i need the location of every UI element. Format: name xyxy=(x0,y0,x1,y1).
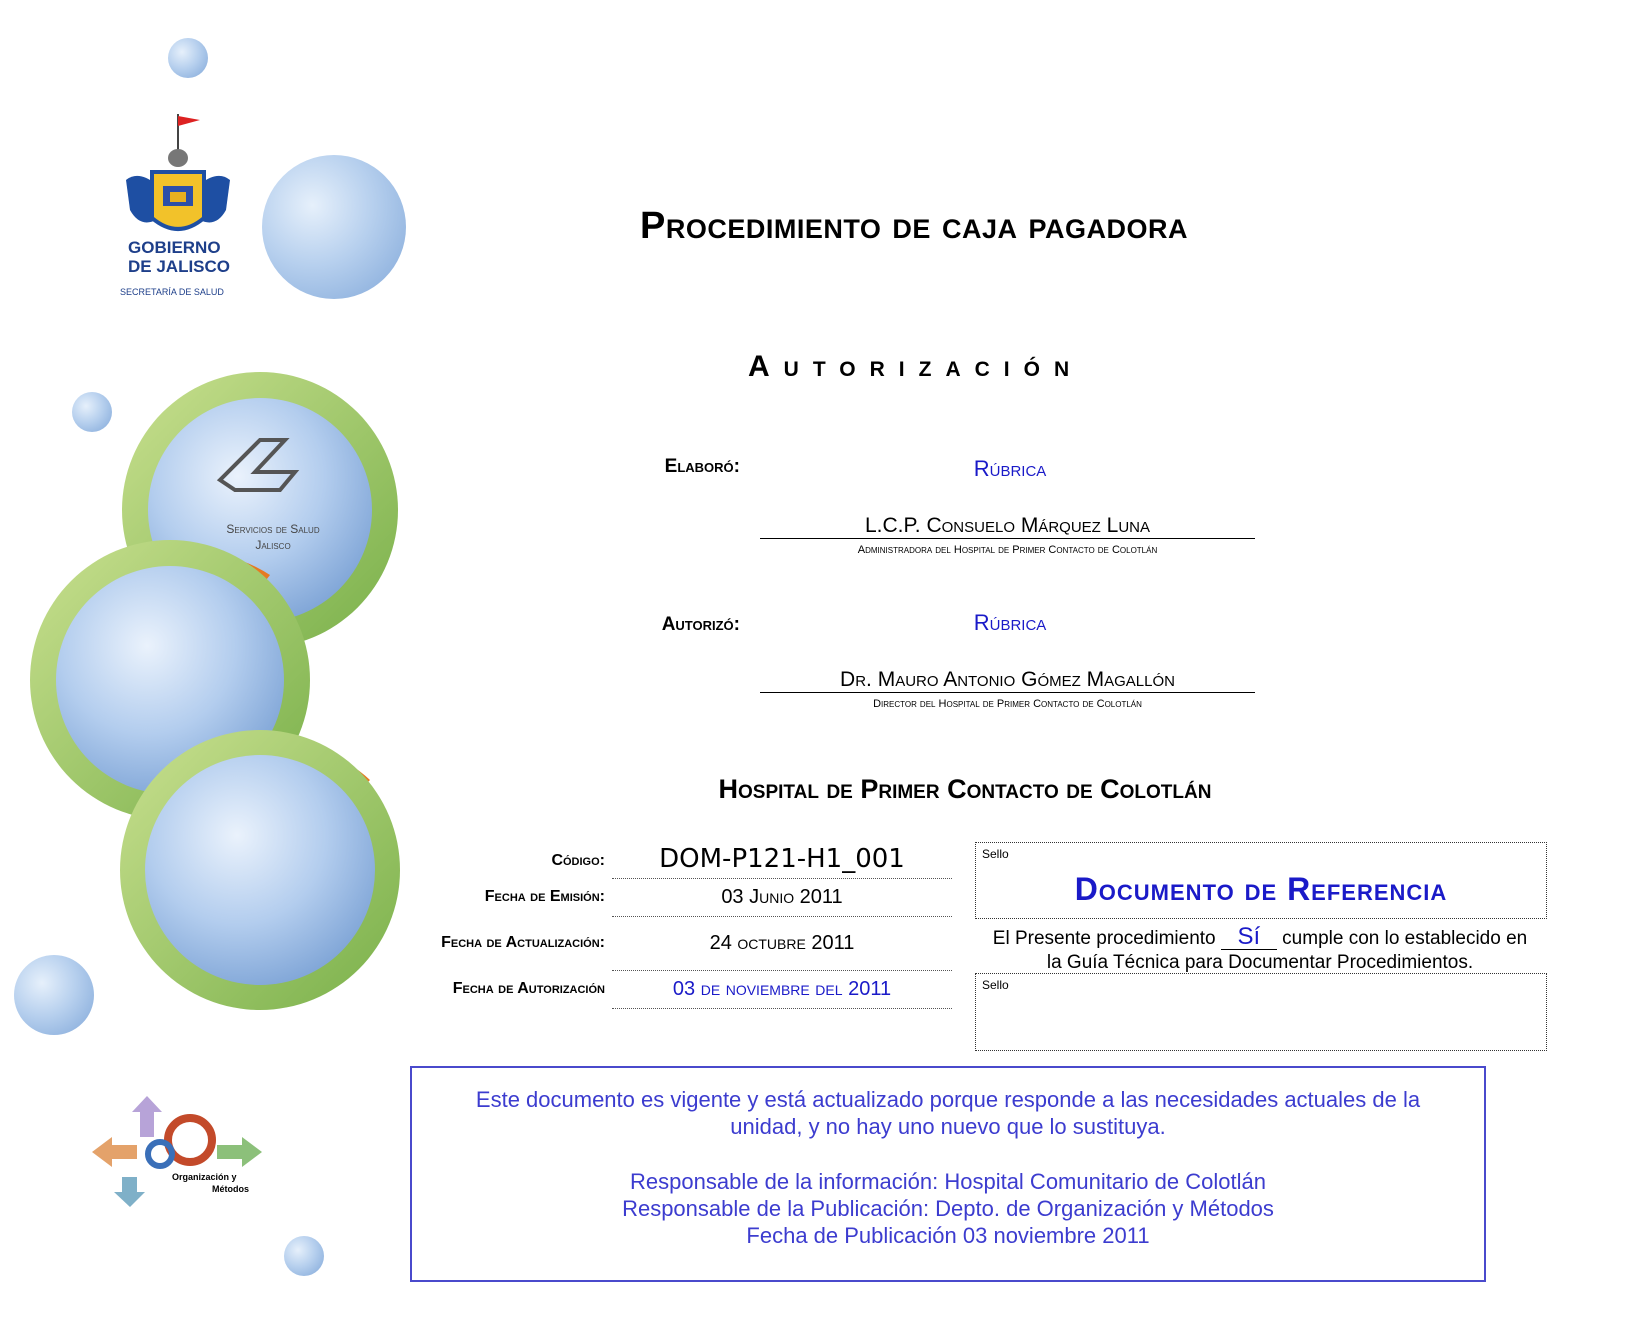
document-title: Procedimiento de caja pagadora xyxy=(640,205,1189,247)
om-text-line2: Métodos xyxy=(212,1184,249,1194)
section-heading: Autorización xyxy=(748,350,1084,383)
organizacion-metodos-logo xyxy=(92,1092,272,1207)
elaboro-label: Elaboró: xyxy=(664,456,740,477)
om-text-line1: Organización y xyxy=(172,1172,237,1182)
circular-arrows-graphic xyxy=(20,360,410,1040)
note-line2: unidad, y no hay uno nuevo que lo sustituya. xyxy=(730,1114,1166,1139)
statement-answer: Sí xyxy=(1221,925,1277,950)
autorizo-label: Autorizó: xyxy=(661,614,740,635)
decorative-bubble xyxy=(262,155,406,299)
note-line1: Este documento es vigente y está actualizado porque responde a las necesidades actuales de la xyxy=(475,1087,1421,1112)
stamp-statement xyxy=(975,925,1545,975)
sello-label: Sello xyxy=(982,847,1009,861)
actualizacion-label: Fecha de Actualización: xyxy=(441,934,605,951)
statement-pre: El Presente procedimiento xyxy=(992,928,1216,949)
note-line3: Responsable de la información: Hospital Comunitario de Colotlán xyxy=(630,1169,1266,1194)
statement-post: cumple con lo establecido en xyxy=(1282,928,1528,949)
elaboro-name: L.C.P. Consuelo Márquez Luna xyxy=(760,514,1255,539)
elaboro-rubrica: Rúbrica xyxy=(973,456,1047,481)
logo-subtitle: SECRETARÍA DE SALUD xyxy=(120,287,224,297)
autorizacion-value: 03 de noviembre del 2011 xyxy=(612,978,952,1009)
codigo-value: DOM-P121-H1_001 xyxy=(612,844,952,879)
statement-line2: la Guía Técnica para Documentar Procedimientos. xyxy=(1046,952,1474,973)
actualizacion-value: 24 octubre 2011 xyxy=(612,932,952,971)
note-line5: Fecha de Publicación 03 noviembre 2011 xyxy=(746,1223,1150,1248)
ssj-text-line2: Jalisco xyxy=(255,538,291,552)
autorizo-role: Director del Hospital de Primer Contacto de Colotlán xyxy=(873,698,1142,710)
logo-title-line2: DE JALISCO xyxy=(128,257,231,276)
stamp-box-top xyxy=(975,842,1547,919)
autorizo-name: Dr. Mauro Antonio Gómez Magallón xyxy=(760,668,1255,693)
validity-note xyxy=(410,1066,1486,1282)
ssj-text-line1: Servicios de Salud xyxy=(226,522,320,536)
autorizo-rubrica: Rúbrica xyxy=(973,610,1047,635)
emision-value: 03 Junio 2011 xyxy=(612,886,952,917)
note-spacer xyxy=(412,1140,1484,1168)
stamp-box-bottom xyxy=(975,973,1547,1051)
circular-arrows-icon xyxy=(20,360,410,1040)
codigo-label: Código: xyxy=(551,852,605,869)
gobierno-jalisco-logo xyxy=(118,110,238,310)
coat-of-arms-icon xyxy=(118,110,238,250)
note-line4: Responsable de la Publicación: Depto. de Organización y Métodos xyxy=(622,1196,1274,1221)
emision-label: Fecha de Emisión: xyxy=(484,888,605,905)
stamp-title: Documento de Referencia xyxy=(1074,871,1448,907)
logo-title-line1: GOBIERNO xyxy=(128,238,221,257)
decorative-bubble xyxy=(284,1236,324,1276)
autorizacion-label: Fecha de Autorización xyxy=(452,980,605,997)
decorative-bubble xyxy=(168,38,208,78)
elaboro-role: Administradora del Hospital de Primer Contacto de Colotlán xyxy=(857,544,1158,556)
hospital-heading: Hospital de Primer Contacto de Colotlán xyxy=(718,774,1212,804)
sello-label: Sello xyxy=(982,978,1009,992)
